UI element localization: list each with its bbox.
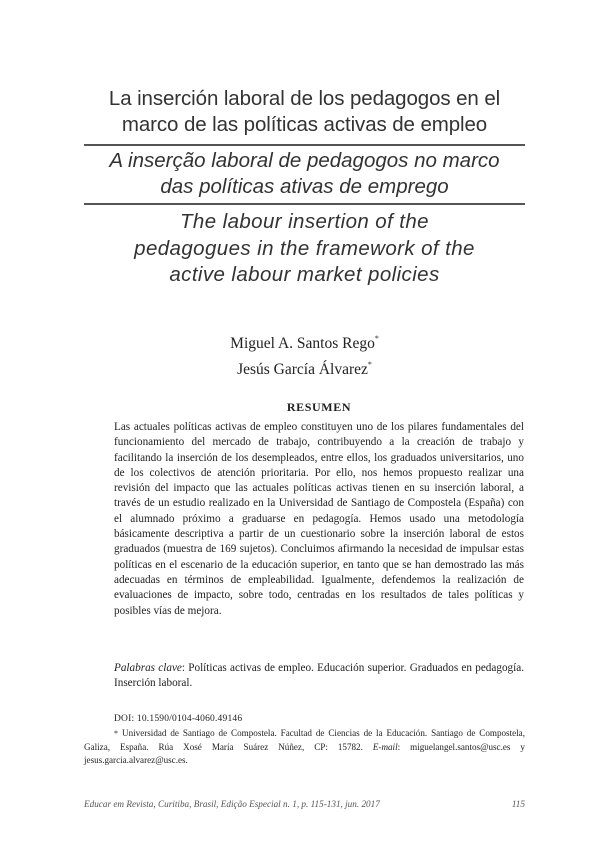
title-divider: [84, 203, 525, 205]
title-portuguese-line: A inserção laboral de pedagogos no marco: [109, 149, 500, 172]
author: [84, 354, 525, 380]
author: [84, 328, 525, 354]
title-spanish-line: marco de las políticas activas de empleo: [121, 113, 488, 136]
title-english-line: active labour market policies: [169, 263, 440, 286]
footnote-mark: *: [114, 729, 118, 738]
affiliation-mark: *: [374, 334, 379, 343]
affiliation-footnote: [84, 727, 525, 768]
abstract-heading: RESUMEN: [286, 400, 352, 414]
title-english-line: The labour insertion of the: [180, 210, 429, 233]
title-divider: [84, 144, 525, 146]
title-english-line: pedagogues in the framework of the: [134, 236, 475, 260]
affiliation-mark: *: [367, 360, 372, 369]
email-addresses: : miguelangel.santos@usc.es y jesus.garcia.alvarez@usc.es.: [84, 741, 525, 766]
journal-citation: Educar em Revista, Curitiba, Brasil, Edição Especial n. 1, p. 115-131, jun. 2017: [84, 799, 380, 809]
title-english: [84, 209, 525, 289]
author-name: Miguel A. Santos Rego: [230, 335, 375, 352]
author-name: Jesús García Álvarez: [237, 361, 368, 378]
title-portuguese: [84, 148, 525, 200]
abstract-body: Las actuales políticas activas de empleo constituyen uno de los pilares fundamentales del funcionamiento del mercado de trabajo, contribuyendo a la creación de trabajo y facilitando la inserción de los desempleados, entre ellos, los graduados universitarios, uno de los colectivos de atención prioritaria. Por ello, nos hemos propuesto realizar una revisión del impacto que las actuales políticas activas tienen en su inserción laboral, a través de un estudio realizado en la Universidad de Santiago de Compostela (España) con el alumnado próximo a graduarse en pedagogía. Hemos usado una metodología básicamente descriptiva a partir de un cuestionario sobre la inserción laboral de estos graduados (muestra de 169 sujetos). Concluimos afirmando la necesidad de impulsar estas políticas en el escenario de la educación superior, en tanto que se han demostrado las más adecuadas en términos de empleabilidad. Igualmente, defendemos la realización de evaluaciones de impacto, sobre todo, centradas en los resultados de tales políticas y posibles vías de mejora.: [114, 421, 524, 617]
doi: DOI: 10.1590/0104-4060.49146: [114, 714, 243, 724]
page-footer: [84, 799, 525, 813]
title-spanish-line: La inserción laboral de los pedagogos en el: [108, 87, 501, 110]
email-label: E-mail: [372, 741, 398, 752]
keywords-text: : Políticas activas de empleo. Educación superior. Graduados en pedagogía. Inserción laboral.: [114, 662, 525, 690]
page-number: 115: [511, 799, 525, 809]
keywords-label: Palabras clave: [114, 662, 182, 674]
title-spanish: [84, 86, 525, 138]
author-list: [84, 328, 525, 380]
keywords: [114, 661, 524, 692]
title-portuguese-line: das políticas ativas de emprego: [160, 175, 449, 198]
footnote-text: Universidad de Santiago de Compostela. Facultad de Ciencias de la Educación. Santiago de Compostela, Galiza, España. Rúa Xosé María Suárez Núñez, CP: 15782.: [84, 728, 525, 752]
